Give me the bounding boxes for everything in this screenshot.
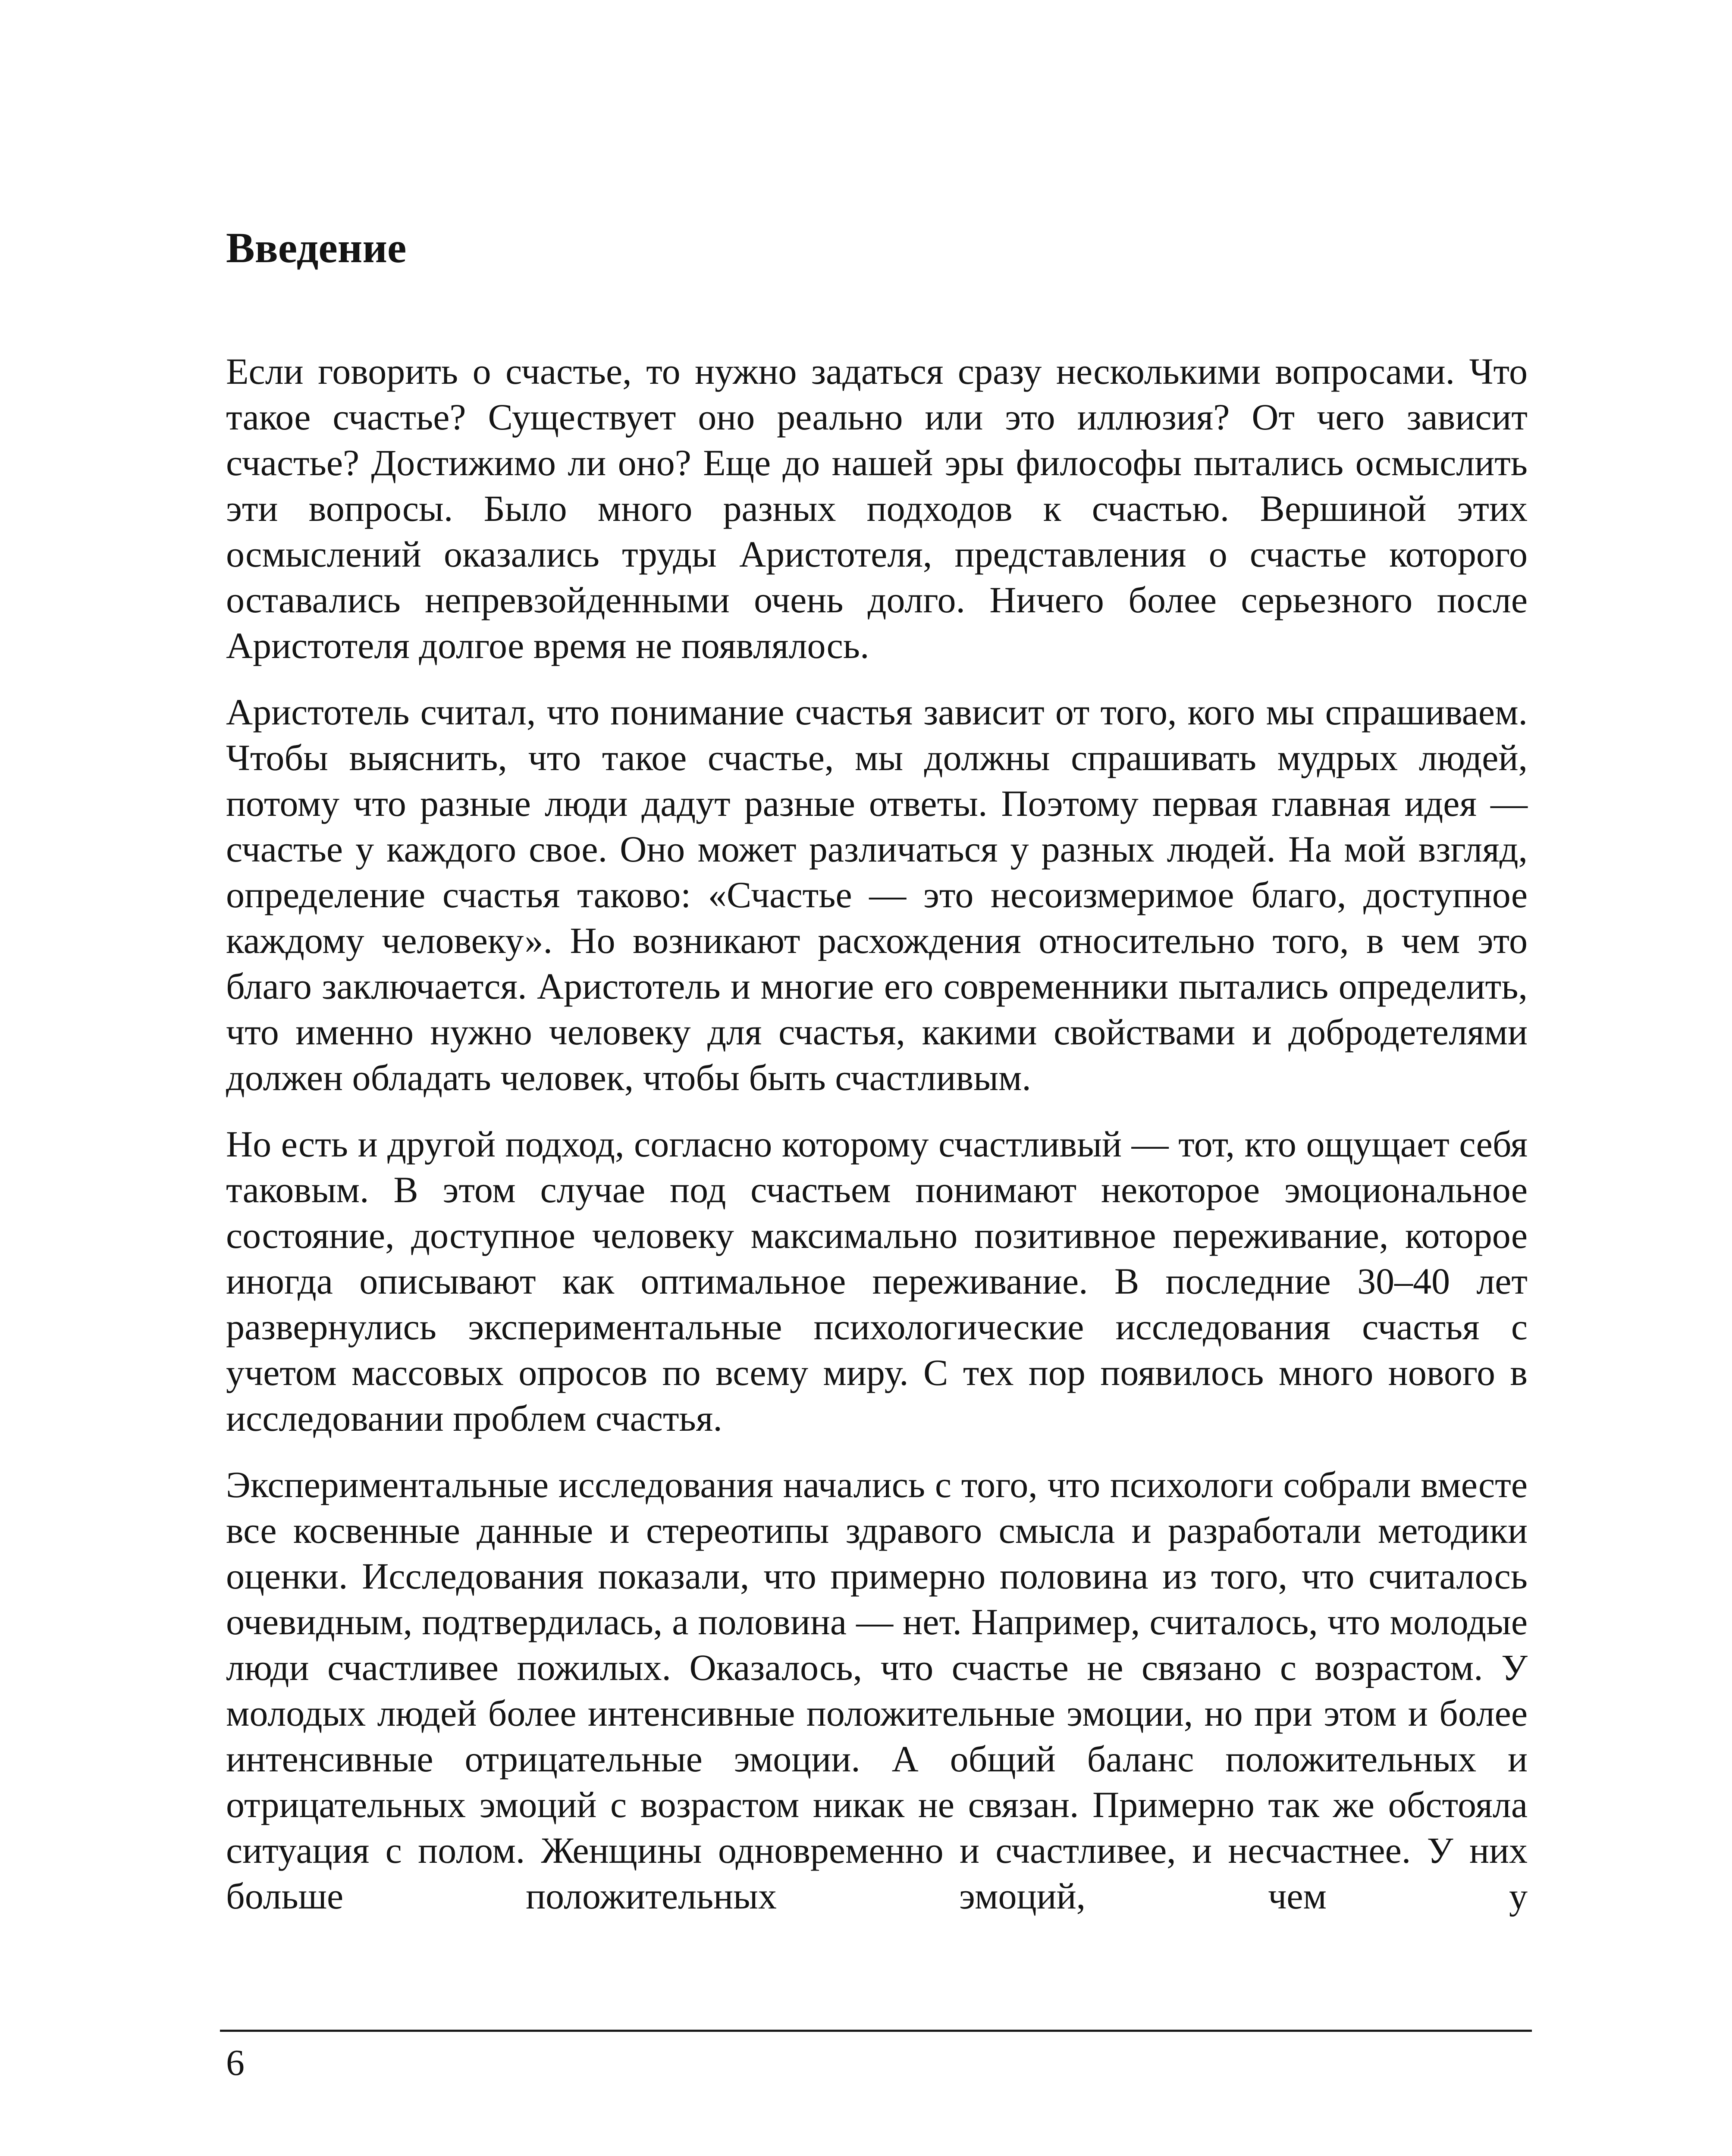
paragraph: Экспериментальные исследования начались с того, что психологи собрали вместе все косвенные данные и стереотипы здравого смысла и разработали методики оценки. Исследования показали, что примерно половина из того, что считалось очевидным, подтвердилась, а половина — нет. Например, считалось, что молодые люди счастливее пожилых. Оказалось, что счастье не связано с возрастом. У молодых людей более интенсивные положительные эмоции, но при этом и более интенсивные отрицательные эмоции. А общий баланс положительных и отрицательных эмоций с возрастом никак не связан. Примерно так же обстояла ситуация с полом. Женщины одновременно и счастливее, и несчастнее. У них больше положительных эмоций, чем у (226, 1464, 1528, 1917)
paragraph: Аристотель считал, что понимание счастья зависит от того, кого мы спрашиваем. Чтобы выяснить, что такое счастье, мы должны спрашивать мудрых людей, потому что разные люди дадут разные ответы. Поэтому первая главная идея — счастье у каждого свое. Оно может различаться у разных людей. На мой взгляд, определение счастья таково: «Счастье — это несоизмеримое благо, доступное каждому человеку». Но возникают расхождения относительно того, в чем это благо заключается. Аристотель и многие его современники пытались определить, что именно нужно человеку для счастья, какими свойствами и добродетелями должен обладать человек, чтобы быть счастливым. (226, 691, 1528, 1098)
paragraph: Но есть и другой подход, согласно которому счастливый — тот, кто ощущает себя таковым. В этом случае под счастьем понимают некоторое эмоциональное состояние, доступное человеку максимально позитивное переживание, которое иногда описывают как оптимальное переживание. В последние 30–40 лет развернулись экспериментальные психологические исследования счастья с учетом массовых опросов по всему миру. С тех пор появилось много нового в исследовании проблем счастья. (226, 1123, 1528, 1439)
chapter-heading: Введение (226, 224, 407, 272)
footer-rule (220, 2030, 1532, 2032)
page-number: 6 (226, 2042, 245, 2083)
body-text (226, 348, 1528, 1940)
paragraph: Если говорить о счастье, то нужно задаться сразу несколькими вопросами. Что такое счастье? Существует оно реально или это иллюзия? От чего зависит счастье? Достижимо ли оно? Еще до нашей эры философы пытались осмыслить эти вопросы. Было много разных подходов к счастью. Вершиной этих осмыслений оказались труды Аристотеля, представления о счастье которого оставались непревзойденными очень долго. Ничего более серьезного после Аристотеля долгое время не появлялось. (226, 351, 1528, 666)
